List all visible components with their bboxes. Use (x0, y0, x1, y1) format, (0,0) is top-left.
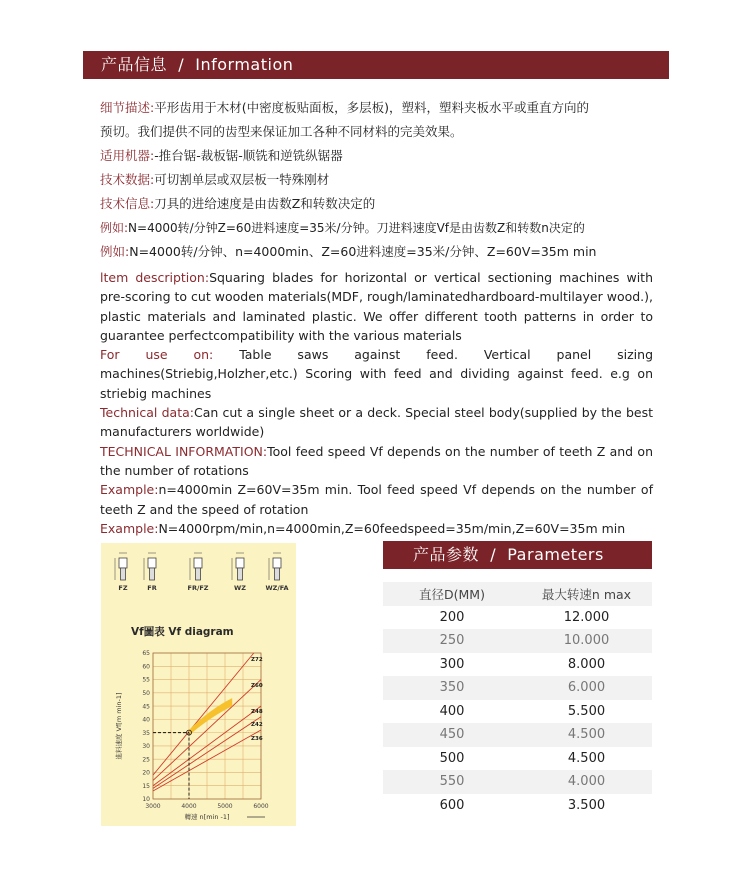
tooth-icon (119, 558, 127, 568)
en-paragraph: TECHNICAL INFORMATION:Tool feed speed Vf depends on the number of teeth Z and on the number of rotations (100, 443, 653, 478)
speed-cell: 5.500 (567, 703, 606, 719)
cn-line: 例如:N=4000转/分钟、n=4000min、Z=60进料速度=35米/分钟、Z=60V=35m min (100, 244, 597, 259)
diameter-cell: 350 (383, 676, 521, 700)
tooth-stem (150, 568, 155, 580)
y-tick-label: 40 (142, 716, 150, 724)
table-row (383, 676, 652, 700)
tooth-type-label: FR/FZ (187, 584, 209, 592)
tooth-type-label: FZ (118, 584, 128, 592)
vf-diagram-svg (101, 543, 296, 826)
speed-cell: 8.000 (567, 656, 606, 672)
tooth-stem (121, 568, 126, 580)
tooth-icon (236, 558, 244, 568)
y-tick-label: 20 (142, 769, 150, 777)
diameter-cell: 400 (439, 703, 465, 719)
y-axis-label: 進料速度 Vf[m min-1] (115, 692, 123, 760)
series-label: Z36 (251, 736, 263, 742)
table-row (383, 723, 652, 747)
x-tick-label: 3000 (145, 803, 161, 810)
en-paragraph: Technical data:Can cut a single sheet or a deck. Special steel body(supplied by the best manufacturers worldwide) (100, 405, 653, 440)
diameter-cell: 200 (439, 609, 465, 625)
table-row (383, 747, 652, 771)
x-tick-label: 4000 (181, 803, 197, 810)
y-tick-label: 30 (142, 743, 150, 751)
y-tick-label: 65 (142, 650, 150, 658)
series-label: Z72 (251, 657, 263, 663)
series-label: Z42 (251, 722, 263, 728)
params-banner-cn: 产品参数 (413, 545, 480, 564)
tooth-stem (275, 568, 280, 580)
info-banner-cn: 产品信息 (101, 55, 168, 74)
y-tick-label: 15 (142, 782, 150, 790)
chart-title: Vf圖表 Vf diagram (131, 626, 234, 638)
y-tick-label: 45 (142, 703, 150, 711)
tooth-type-label: WZ (234, 584, 246, 592)
cn-line: 适用机器:-推台锯-裁板锯-顺铣和逆铣纵锯器 (100, 148, 343, 163)
y-tick-label: 10 (142, 796, 150, 804)
cn-description (100, 96, 653, 264)
tooth-icon (273, 558, 281, 568)
en-paragraph: ltem description:Squaring blades for horizontal or vertical sectioning machines with pre-scoring to cut wooden materials(MDF, rough/laminatedhardboard-multilayer wood.), plastic materials and laminated plastic. We offer different tooth patterns in order to guarantee perfectcompatibility with the various materials (100, 270, 653, 343)
table-row (383, 770, 652, 794)
y-tick-label: 55 (142, 676, 150, 684)
info-banner-en: Information (195, 55, 294, 74)
en-paragraph: Example:N=4000rpm/min,n=4000min,Z=60feedspeed=35m/min,Z=60V=35m min (100, 520, 626, 536)
diameter-cell: 500 (439, 750, 465, 766)
tooth-stem (196, 568, 201, 580)
tooth-type-label: FR (147, 584, 157, 592)
speed-cell: 3.500 (567, 797, 606, 813)
speed-cell: 4.500 (521, 723, 652, 747)
tooth-type-label: WZ/FA (265, 584, 289, 592)
cn-line: 细节描述:平形齿用于木材(中密度板贴面板，多层板)，塑料，塑料夹板水平或重直方向的 (100, 100, 589, 115)
x-tick-label: 6000 (253, 803, 269, 810)
diameter-cell: 450 (383, 723, 521, 747)
en-description (100, 268, 653, 538)
x-tick-label: 5000 (217, 803, 233, 810)
speed-cell: 12.000 (563, 609, 610, 625)
info-banner-sep: / (178, 55, 185, 74)
plot-area (114, 650, 269, 821)
en-paragraph: For use on: Table saws against feed. Vertical panel sizing machines(Striebig,Holzher,etc.) Scoring with feed and dividing against feed. e.g on striebig machines (100, 347, 654, 401)
speed-cell: 6.000 (521, 676, 652, 700)
diameter-cell: 600 (439, 797, 465, 813)
cn-line: 技术信息:刀具的进给速度是由齿数Z和转数决定的 (100, 196, 376, 211)
series-line-z72 (153, 653, 254, 775)
vf-diagram (101, 543, 296, 826)
table-row (383, 794, 652, 818)
params-banner-sep: / (490, 545, 497, 564)
diameter-cell: 550 (383, 770, 521, 794)
y-tick-label: 35 (142, 729, 150, 737)
x-axis-label: 轉速 n[min -1] (184, 813, 230, 821)
diameter-cell: 300 (439, 656, 465, 672)
highlight-band (189, 698, 232, 735)
y-tick-label: 50 (142, 690, 150, 698)
column-header-diameter: 直径D(MM) (383, 582, 521, 606)
params-banner-en: Parameters (507, 545, 604, 564)
cn-line: 技术数据:可切割单层或双层板一特殊刚材 (100, 172, 330, 187)
column-header-max-speed: 最大转速n max (521, 582, 652, 606)
series-label: Z48 (251, 709, 263, 715)
cn-line: 预切。我们提供不同的齿型来保证加工各种不同材料的完美效果。 (100, 124, 463, 139)
y-tick-label: 60 (142, 663, 150, 671)
diameter-cell: 250 (383, 629, 521, 653)
table-row (383, 606, 652, 630)
speed-cell: 10.000 (521, 629, 652, 653)
tooth-type-icons (115, 553, 288, 592)
table-row (383, 700, 652, 724)
tooth-icon (148, 558, 156, 568)
info-banner (83, 51, 669, 79)
en-paragraph: Example:n=4000min Z=60V=35m min. Tool feed speed Vf depends on the number of teeth Z and the speed of rotation (100, 482, 653, 517)
tooth-icon (194, 558, 202, 568)
speed-cell: 4.500 (567, 750, 606, 766)
tooth-stem (238, 568, 243, 580)
table-row (383, 629, 652, 653)
y-tick-label: 25 (142, 756, 150, 764)
params-banner (383, 541, 652, 569)
series-label: Z60 (251, 683, 263, 689)
speed-cell: 4.000 (521, 770, 652, 794)
table-header-row (383, 582, 652, 606)
table-row (383, 653, 652, 677)
params-table (383, 582, 652, 817)
cn-line: 例如:N=4000转/分钟Z=60进料速度=35米/分钟。刀进料速度Vf是由齿数Z和转数n决定的 (100, 221, 585, 235)
